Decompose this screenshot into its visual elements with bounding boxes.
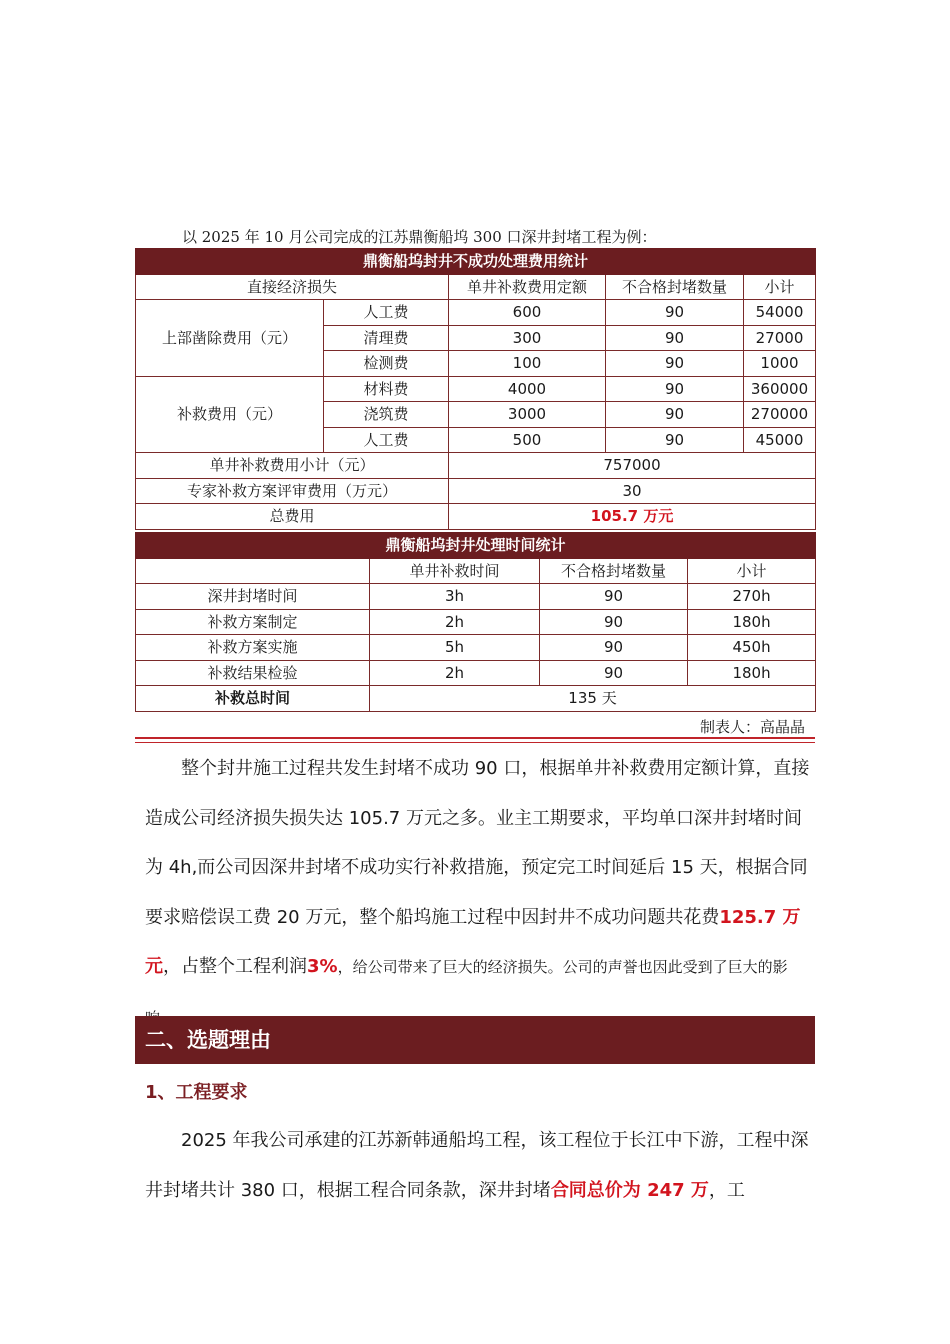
cell-time: 5h bbox=[370, 635, 540, 661]
loss-paragraph-text-3: ，给公司带来了巨大的经济损失。公司的声誉也因此受到了巨大的影 bbox=[337, 958, 788, 976]
cell-qty: 90 bbox=[540, 660, 688, 686]
cell-item: 检测费 bbox=[324, 351, 449, 377]
table-row bbox=[136, 584, 816, 610]
cell-item: 人工费 bbox=[324, 427, 449, 453]
loss-highlight-percent: 3% bbox=[307, 956, 338, 977]
total-value: 105.7 万元 bbox=[449, 504, 816, 530]
cost-table-header-row bbox=[136, 274, 816, 300]
summary-label: 专家补救方案评审费用（万元） bbox=[136, 478, 449, 504]
loss-highlight-total: 125.7 万元 bbox=[145, 906, 801, 977]
cell-item: 补救方案制定 bbox=[136, 609, 370, 635]
cell-subtotal: 360000 bbox=[744, 376, 816, 402]
column-header: 小计 bbox=[688, 558, 816, 584]
cell-subtotal: 180h bbox=[688, 609, 816, 635]
table-row bbox=[136, 300, 816, 326]
cell-qty: 90 bbox=[540, 635, 688, 661]
requirement-paragraph-text-2: ，工 bbox=[708, 1179, 745, 1201]
cell-qty: 90 bbox=[606, 427, 744, 453]
total-label: 总费用 bbox=[136, 504, 449, 530]
intro-text: 以 2025 年 10 月公司完成的江苏鼎衡船坞 300 口深井封堵工程为例： bbox=[182, 228, 657, 246]
cell-subtotal: 270h bbox=[688, 584, 816, 610]
summary-row bbox=[136, 453, 816, 479]
cell-subtotal: 450h bbox=[688, 635, 816, 661]
summary-value: 30 bbox=[449, 478, 816, 504]
time-table bbox=[135, 532, 816, 712]
column-header: 不合格封堵数量 bbox=[606, 274, 744, 300]
table-row bbox=[136, 635, 816, 661]
total-row bbox=[136, 686, 816, 712]
section-header bbox=[135, 1016, 815, 1064]
cell-unit: 500 bbox=[449, 427, 606, 453]
total-label: 补救总时间 bbox=[136, 686, 370, 712]
divider bbox=[135, 742, 815, 743]
cell-qty: 90 bbox=[606, 402, 744, 428]
column-header: 小计 bbox=[744, 274, 816, 300]
column-header: 直接经济损失 bbox=[136, 274, 449, 300]
group-label: 补救费用（元） bbox=[136, 376, 324, 453]
requirement-paragraph-text: 2025 年我公司承建的江苏新韩通船坞工程，该工程位于长江中下游，工程中深井封堵共计 380 口，根据工程合同条款，深井封堵 bbox=[145, 1130, 809, 1201]
column-header bbox=[136, 558, 370, 584]
cell-subtotal: 27000 bbox=[744, 325, 816, 351]
cell-subtotal: 45000 bbox=[744, 427, 816, 453]
cost-table-title: 鼎衡船坞封井不成功处理费用统计 bbox=[136, 249, 816, 275]
summary-value: 757000 bbox=[449, 453, 816, 479]
loss-paragraph bbox=[145, 744, 810, 1043]
cell-qty: 90 bbox=[606, 300, 744, 326]
cell-item: 深井封堵时间 bbox=[136, 584, 370, 610]
cost-table bbox=[135, 248, 816, 530]
cell-subtotal: 180h bbox=[688, 660, 816, 686]
table-maker: 制表人：高晶晶 bbox=[699, 718, 805, 736]
cell-item: 补救结果检验 bbox=[136, 660, 370, 686]
total-value: 135 天 bbox=[370, 686, 816, 712]
cell-item: 人工费 bbox=[324, 300, 449, 326]
cell-time: 2h bbox=[370, 609, 540, 635]
cell-unit: 100 bbox=[449, 351, 606, 377]
group-label: 上部凿除费用（元） bbox=[136, 300, 324, 377]
table-row bbox=[136, 609, 816, 635]
cell-qty: 90 bbox=[540, 609, 688, 635]
section-title: 二、选题理由 bbox=[145, 1028, 271, 1052]
cell-unit: 300 bbox=[449, 325, 606, 351]
cell-unit: 4000 bbox=[449, 376, 606, 402]
cost-table-title-row bbox=[136, 249, 816, 275]
column-header: 单井补救费用定额 bbox=[449, 274, 606, 300]
cell-time: 2h bbox=[370, 660, 540, 686]
loss-paragraph-text-2: ，占整个工程利润 bbox=[163, 956, 307, 977]
cell-subtotal: 54000 bbox=[744, 300, 816, 326]
column-header: 不合格封堵数量 bbox=[540, 558, 688, 584]
contract-price-highlight: 合同总价为 247 万 bbox=[550, 1179, 709, 1201]
cell-qty: 90 bbox=[606, 325, 744, 351]
cell-qty: 90 bbox=[540, 584, 688, 610]
summary-row bbox=[136, 478, 816, 504]
cell-unit: 3000 bbox=[449, 402, 606, 428]
column-header: 单井补救时间 bbox=[370, 558, 540, 584]
cell-unit: 600 bbox=[449, 300, 606, 326]
summary-label: 单井补救费用小计（元） bbox=[136, 453, 449, 479]
cell-qty: 90 bbox=[606, 376, 744, 402]
cell-item: 补救方案实施 bbox=[136, 635, 370, 661]
requirement-paragraph bbox=[145, 1116, 810, 1215]
cell-item: 清理费 bbox=[324, 325, 449, 351]
cell-qty: 90 bbox=[606, 351, 744, 377]
cell-item: 材料费 bbox=[324, 376, 449, 402]
time-table-title-row bbox=[136, 533, 816, 559]
loss-paragraph-text: 整个封井施工过程共发生封堵不成功 90 口，根据单井补救费用定额计算，直接造成公司经济损失损失达 105.7 万元之多。业主工期要求，平均单口深井封堵时间为 4h,而公司因深井封堵不成功实行补救措施，预定完工时间延后 15 天，根据合同要求赔偿误工费 20 万元，整个船坞施工过程中因封井不成功问题共花费 bbox=[145, 758, 810, 928]
cell-subtotal: 1000 bbox=[744, 351, 816, 377]
cell-item: 浇筑费 bbox=[324, 402, 449, 428]
subsection-title: 1、工程要求 bbox=[145, 1082, 248, 1103]
cell-time: 3h bbox=[370, 584, 540, 610]
time-table-title: 鼎衡船坞封井处理时间统计 bbox=[136, 533, 816, 559]
divider bbox=[135, 737, 815, 739]
table-row bbox=[136, 660, 816, 686]
time-table-header-row bbox=[136, 558, 816, 584]
total-row bbox=[136, 504, 816, 530]
table-row bbox=[136, 376, 816, 402]
cell-subtotal: 270000 bbox=[744, 402, 816, 428]
